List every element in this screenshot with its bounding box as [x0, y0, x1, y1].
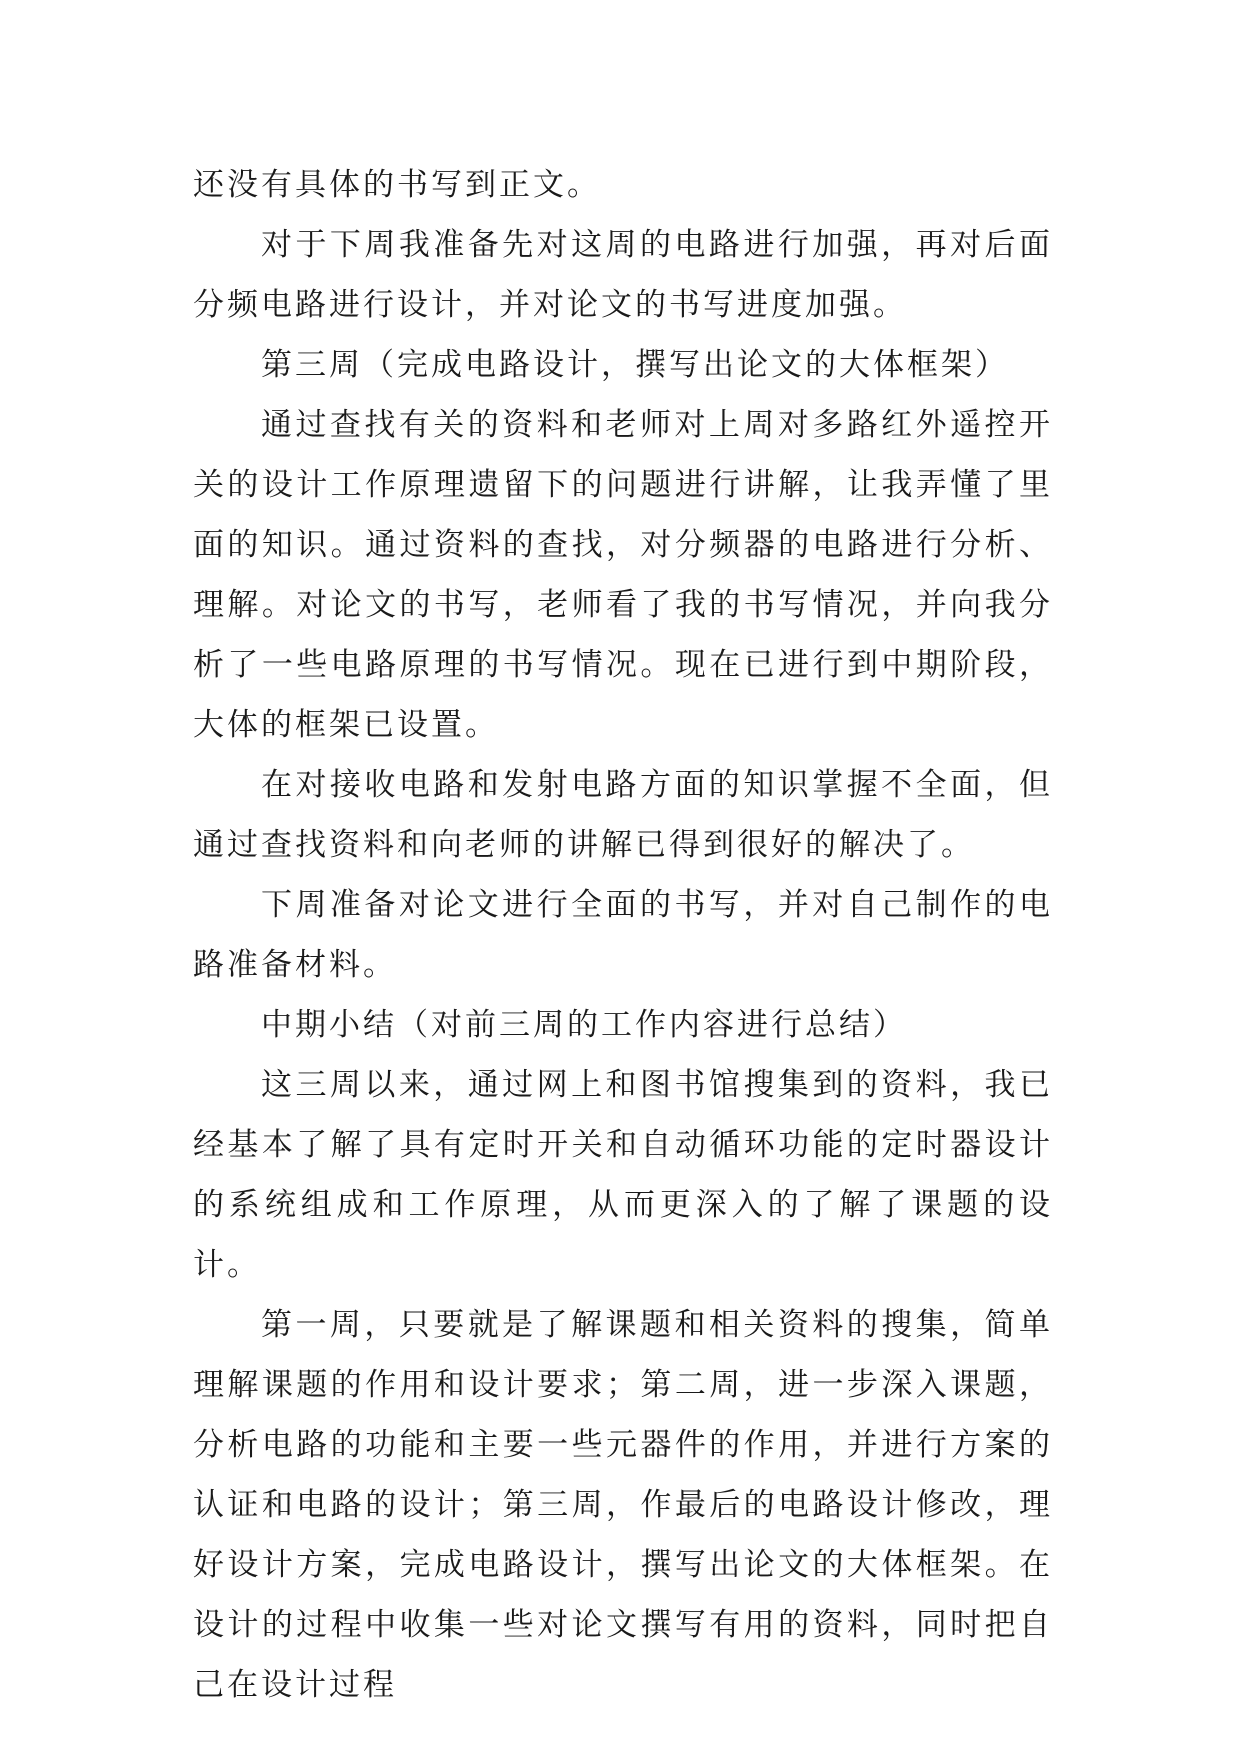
- paragraph-4: 通过查找有关的资料和老师对上周对多路红外遥控开关的设计工作原理遗留下的问题进行讲解，让我弄懂了里面的知识。通过资料的查找，对分频器的电路进行分析、理解。对论文的书写，老师看了我的书写情况，并向我分析了一些电路原理的书写情况。现在已进行到中期阶段，大体的框架已设置。: [193, 407, 1053, 743]
- paragraph-9: 第一周，只要就是了解课题和相关资料的搜集，简单理解课题的作用和设计要求；第二周，进一步深入课题，分析电路的功能和主要一些元器件的作用，并进行方案的认证和电路的设计；第三周，作最后的电路设计修改，理好设计方案，完成电路设计，撰写出论文的大体框架。在设计的过程中收集一些对论文撰写有用的资料，同时把自己在设计过程: [193, 1307, 1053, 1703]
- section-heading-week-3: 第三周（完成电路设计，撰写出论文的大体框架）: [261, 347, 1009, 383]
- paragraph-5: 在对接收电路和发射电路方面的知识掌握不全面，但通过查找资料和向老师的讲解已得到很好的解决了。: [193, 767, 1053, 863]
- paragraph-8: 这三周以来，通过网上和图书馆搜集到的资料，我已经基本了解了具有定时开关和自动循环功能的定时器设计的系统组成和工作原理，从而更深入的了解了课题的设计。: [193, 1067, 1053, 1283]
- paragraph-1: 还没有具体的书写到正文。: [193, 167, 601, 203]
- paragraph-6: 下周准备对论文进行全面的书写，并对自己制作的电路准备材料。: [193, 887, 1053, 983]
- document-body: [193, 155, 1053, 1715]
- section-heading-midterm-summary: 中期小结（对前三周的工作内容进行总结）: [261, 1007, 907, 1043]
- paragraph-2: 对于下周我准备先对这周的电路进行加强，再对后面分频电路进行设计，并对论文的书写进度加强。: [193, 227, 1053, 323]
